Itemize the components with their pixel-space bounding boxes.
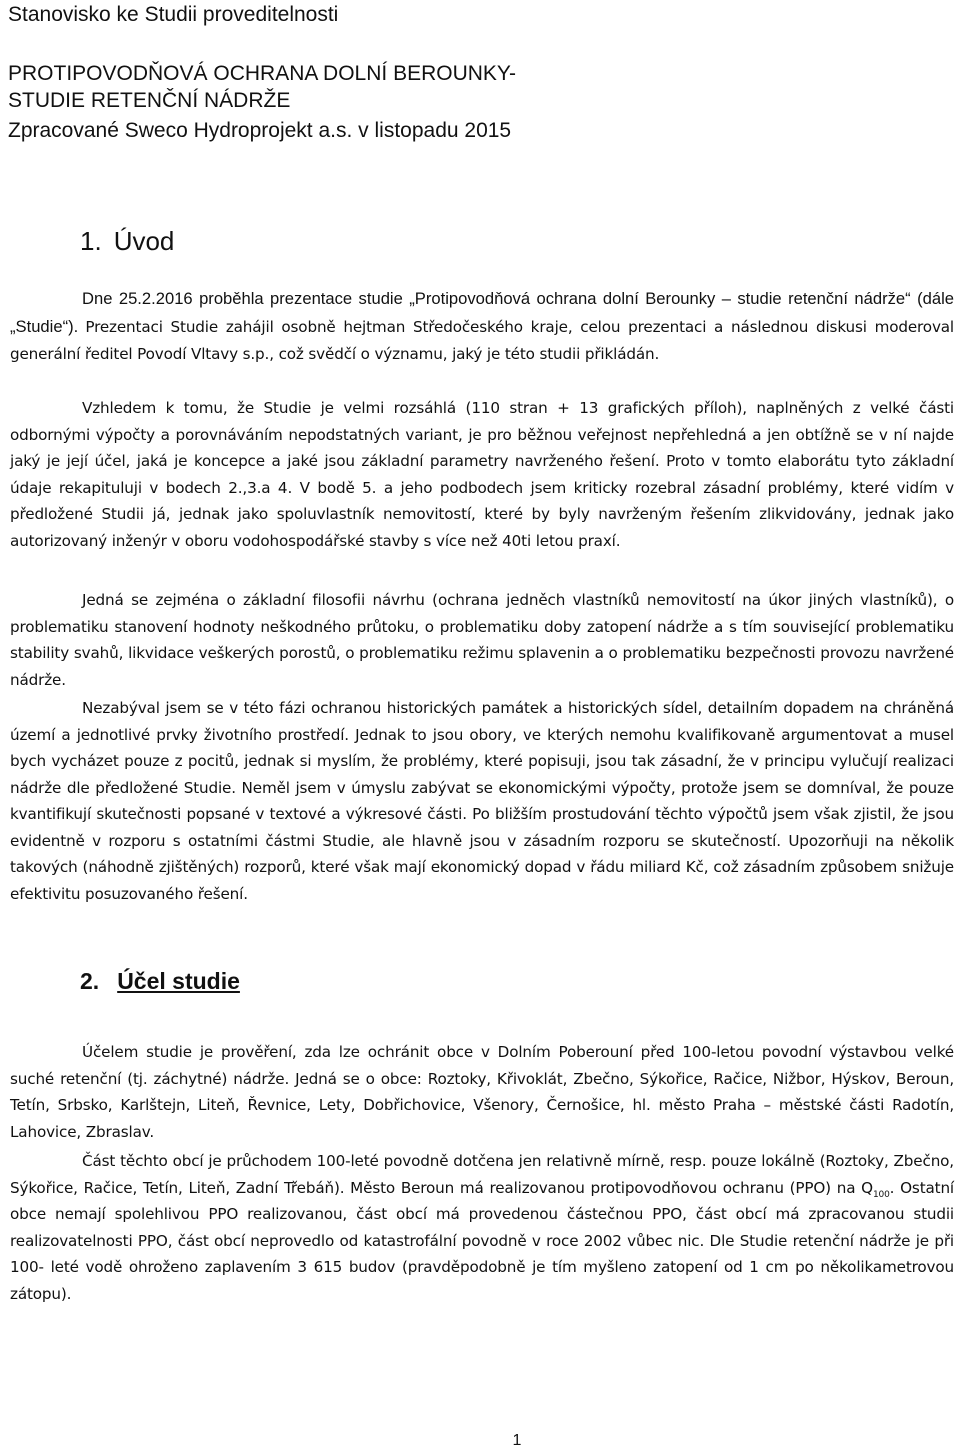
section-heading-ucel bbox=[80, 968, 240, 995]
paragraph-scope: Vzhledem k tomu, že Studie je velmi rozsáhlá (110 stran + 13 grafických příloh), naplněných z velké části odbornými výpočty a porovnáváním nepodstatných variant, je pro běžnou veřejnost nepřehledná a jen obtížně se v ní najde jaký je její účel, jaká je koncepce a jaké jsou základní parametry navrženého řešení. Proto v tomto elaborátu tyto základní údaje rekapituluji v bodech 2.,3.a 4. V bodě 5. a jeho podbodech jsem kriticky rozebral zásadní problémy, které vidím v předložené Studii já, jednak jako spoluvlastník nemovitostí, které by byly navrženým řešením zlikvidovány, jednak jako autorizovaný inženýr v oboru vodohospodářské stavby s více než 40ti letou praxí. bbox=[10, 399, 954, 550]
paragraph-municipalities: Část těchto obcí je průchodem 100-leté povodně dotčena jen relativně mírně, resp. pouze lokálně (Roztoky, Zbečno, Sýkořice, Račice, Tetín, Liteň, Zadní Třebáň). Město Beroun má realizovanou protipovodňovou ochranu (PPO) na $Q_{100}$. Ostatní obce nemají spolehlivou PPO realizovanou, část obcí má provedenou částečnou PPO, část obcí má zpracovanou studii realizovatelnosti PPO, část obcí neprovedlo od katastrofální povodně v roce 2002 vůbec nic. Dle Studie retenční nádrže je při 100- leté vodě ohroženo zaplavením 3 615 budov (pravděpodobně je tím myšleno zatopení od 1 cm po několikametrovou zátopu). bbox=[10, 1152, 955, 1303]
intro-paragraph: Dne 25.2.2016 proběhla prezentace studie „Protipovodňová ochrana dolní Berounky – studie retenční nádrže“ (dále „Studie“). Prezentaci Studie zahájil osobně hejtman Středočeského kraje, celou prezentaci a následnou diskusi moderoval generální ředitel Povodí Vltavy s.p., což svědčí o významu, jaký je této studii přikládán. bbox=[10, 289, 955, 363]
section-number: 2. bbox=[80, 968, 100, 994]
paragraph-problems: Jedná se zejména o základní filosofii návrhu (ochrana jedněch vlastníků nemovitostí na úkor jiných vlastníků), o problematiku stanovení hodnoty neškodného průtoku, o problematiku doby zatopení nádrže a s tím související problematiku stability svahů, likvidace veškerých porostů, o problematiku režimu splavenin a o problematiku bezpečnosti provozu navržené nádrže. bbox=[10, 591, 954, 689]
section-title: Účel studie bbox=[117, 968, 240, 994]
page-number: 1 bbox=[512, 1432, 522, 1449]
header-author-line: Zpracované Sweco Hydroprojekt a.s. v listopadu 2015 bbox=[8, 119, 512, 142]
header-study-name: STUDIE RETENČNÍ NÁDRŽE bbox=[8, 89, 291, 112]
section-title: Úvod bbox=[113, 226, 175, 256]
paragraph-limitations: Nezabýval jsem se v této fázi ochranou historických památek a historických sídel, detailním dopadem na chráněná území a jednotlivé prvky životního prostředí. Jednak to jsou obory, ve kterých nemohu kvalifikovaně argumentovat a musel bych vycházet pouze z pocitů, jednak si myslím, že problémy, které popisuji, jsou tak zásadní, že v principu vylučují realizaci nádrže dle předložené Studie. Neměl jsem v úmyslu zabývat se ekonomickými výpočty, protože jsem se domníval, že pouze kvantifikují skutečnosti popsané v textové a výkresové části. Po bližším prostudování těchto výpočtů jsem však zjistil, že jsou evidentně v rozporu s ostatními částmi Studie, ale hlavně jsou v zásadním rozporu se skutečností. Upozorňuji na několik takových (náhodně zjištěných) rozporů, které však mají ekonomický dopad v řádu miliard Kč, což zásadním způsobem snižuje efektivitu posuzovaného řešení. bbox=[10, 699, 954, 903]
section-heading-uvod bbox=[80, 226, 174, 257]
section-number: 1. bbox=[80, 226, 102, 256]
paragraph-purpose: Účelem studie je prověření, zda lze ochránit obce v Dolním Poberouní před 100-letou povodní výstavbou velké suché retenční (tj. záchytné) nádrže. Jedná se o obce: Roztoky, Křivoklát, Zbečno, Sýkořice, Račice, Nižbor, Hýskov, Beroun, Tetín, Srbsko, Karlštejn, Liteň, Řevnice, Lety, Dobřichovice, Všenory, Černošice, hl. město Praha – městské části Radotín, Lahovice, Zbraslav. bbox=[10, 1043, 954, 1141]
header-project-name: PROTIPOVODŇOVÁ OCHRANA DOLNÍ BEROUNKY- bbox=[8, 62, 516, 85]
header-title: Stanovisko ke Studii proveditelnosti bbox=[8, 3, 339, 26]
